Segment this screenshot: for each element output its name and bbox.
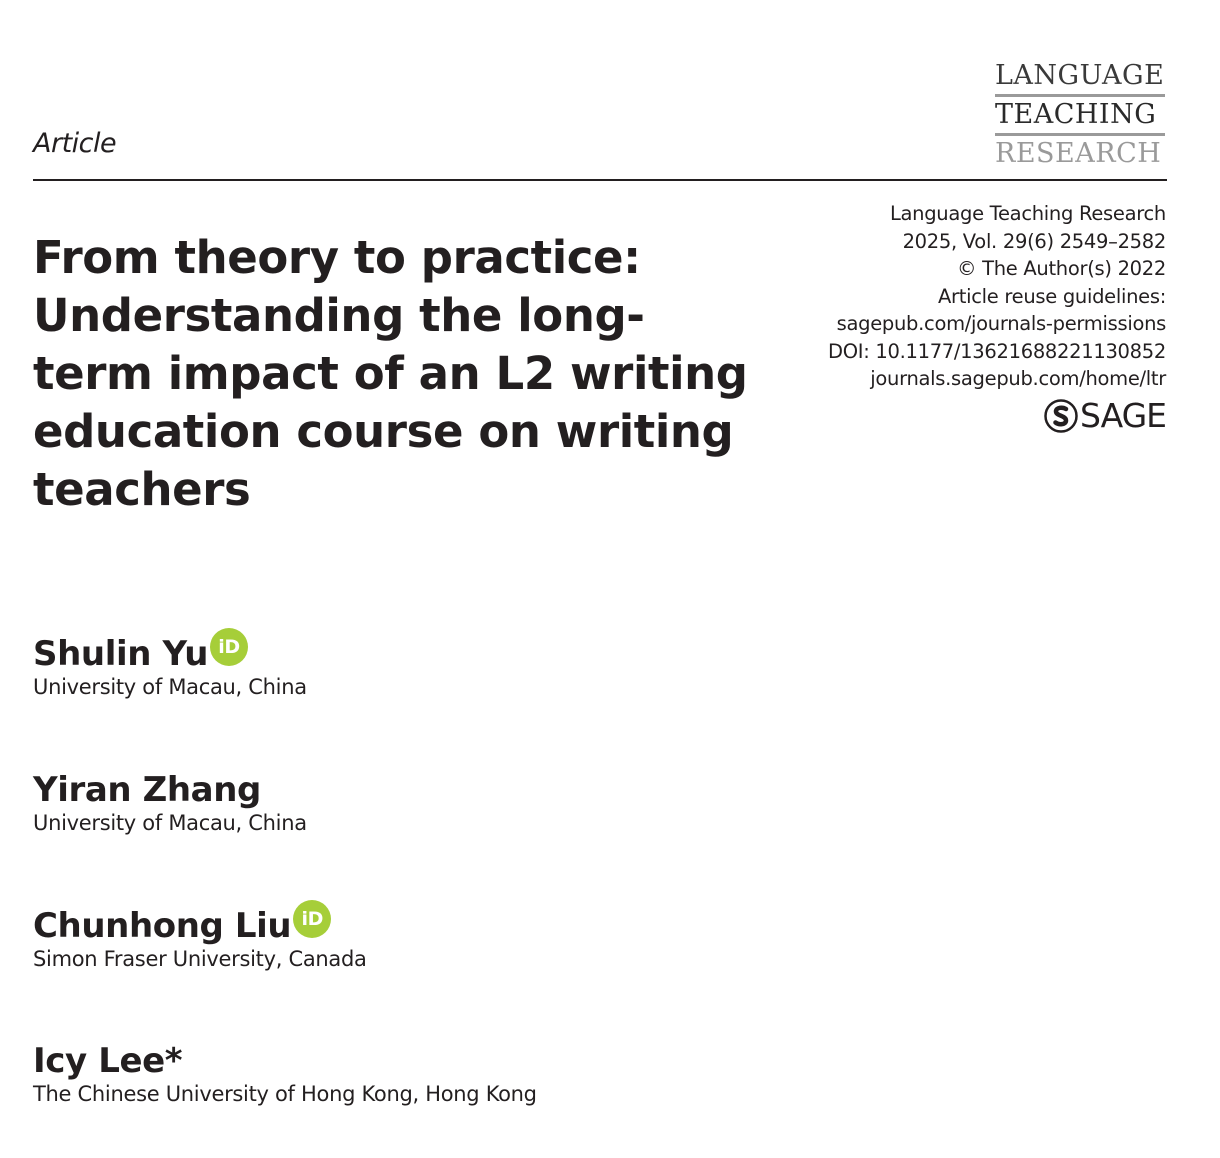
journal-logo-line-3: RESEARCH: [995, 138, 1162, 169]
journal-logo-line-1: LANGUAGE: [995, 60, 1165, 97]
orcid-icon[interactable]: iD: [210, 628, 248, 666]
author-affiliation: University of Macau, China: [33, 675, 307, 699]
journal-url[interactable]: journals.sagepub.com/home/ltr: [870, 367, 1166, 390]
sage-logo: [1044, 397, 1166, 435]
volume-info: 2025, Vol. 29(6) 2549–2582: [902, 229, 1166, 253]
journal-name: Language Teaching Research: [889, 202, 1166, 225]
author-name-wrap: [33, 770, 261, 810]
article-metadata: [828, 200, 1166, 393]
title-line: education course on writing: [33, 405, 734, 458]
header-divider: [33, 179, 1167, 181]
author-name: Icy Lee*: [33, 1041, 183, 1081]
author-block: [33, 770, 307, 836]
author-block: [33, 634, 307, 700]
sage-mark-icon: [1044, 399, 1078, 433]
author-name: Yiran Zhang: [33, 770, 261, 810]
article-title: [33, 229, 753, 519]
doi[interactable]: DOI: 10.1177/13621688221130852: [827, 339, 1166, 363]
author-affiliation: The Chinese University of Hong Kong, Hong Kong: [33, 1082, 537, 1106]
author-name-wrap: [33, 1041, 182, 1081]
author-affiliation: Simon Fraser University, Canada: [33, 947, 367, 971]
author-affiliation: University of Macau, China: [33, 811, 307, 835]
title-line: teachers: [33, 463, 251, 516]
author-name: Shulin Yu: [33, 634, 208, 674]
author-name-wrap: [33, 906, 331, 946]
journal-logo: [995, 60, 1165, 170]
author-block: [33, 1041, 537, 1107]
journal-logo-line-2: TEACHING: [995, 99, 1165, 136]
title-line: term impact of an L2 writing: [33, 347, 748, 400]
article-type-label: Article: [33, 128, 117, 159]
copyright: © The Author(s) 2022: [956, 257, 1166, 280]
sage-wordmark: SAGE: [1080, 396, 1166, 435]
author-name-wrap: [33, 634, 248, 674]
author-block: [33, 906, 367, 972]
author-name: Chunhong Liu: [33, 906, 292, 946]
orcid-icon[interactable]: iD: [293, 900, 331, 938]
title-line: From theory to practice:: [33, 231, 641, 284]
reuse-label: Article reuse guidelines:: [937, 284, 1166, 308]
title-line: Understanding the long-: [33, 289, 645, 342]
reuse-link[interactable]: sagepub.com/journals-permissions: [836, 312, 1166, 335]
